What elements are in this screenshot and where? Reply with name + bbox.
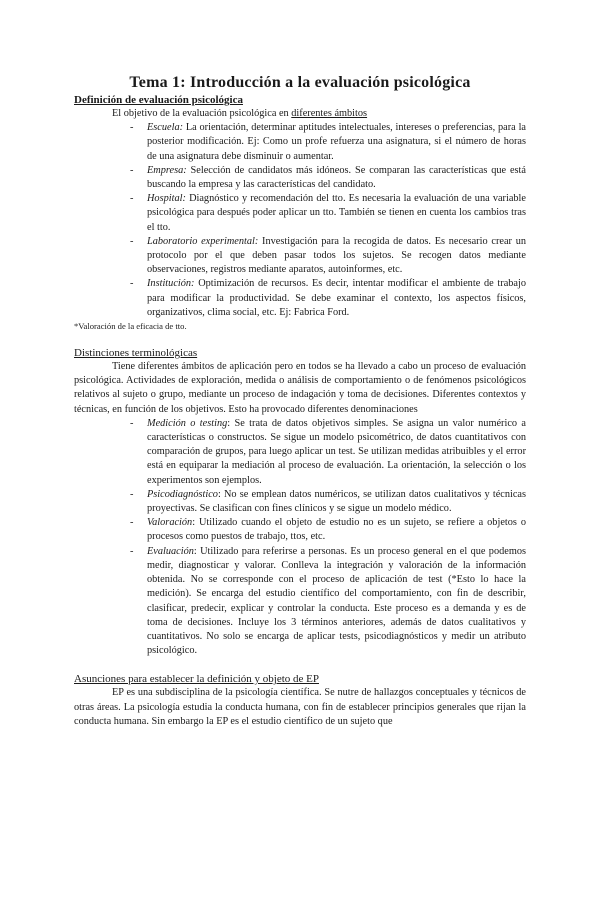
list-item-term: Medición o testing: [147, 417, 228, 429]
list-item-text: Diagnóstico y recomendación del tto. Es necesaria la evaluación de una variable psicológica para después poder aplicar un tto. También se tienen en cuenta los cambios tras el tto.: [147, 193, 526, 233]
document-title: Tema 1: Introducción a la evaluación psicológica: [129, 74, 471, 91]
list-item: [147, 516, 526, 544]
terminos-list: [74, 417, 526, 658]
section2-paragraph: Tiene diferentes ámbitos de aplicación pero en todos se ha llevado a cabo un proceso de evaluación psicológica. Actividades de exploración, medida o análisis de comportamiento o de fenómenos psicológicos relativos al sujeto o grupo, mediante un proceso de indagación y toma de decisiones. Diferentes contextos y técnicas, en función de los objetivos. Esto ha provocado diferentes denominaciones: [74, 361, 526, 415]
list-item-text: : Se trata de datos objetivos simples. Se asigna un valor numérico a características o constructos. Se sigue un modelo psicométrico, de datos cuantitativos con comparación de grupos, para luego aplicar un test. Se utilizan medidas atribuibles y el error está en equiparar la mediación al proceso de evaluación. La orientación, la selección o los experimentos son ejemplos.: [147, 417, 526, 486]
ambitos-list: [74, 121, 526, 320]
list-item-text: : No se emplean datos numéricos, se utilizan datos cualitativos y técnicas proyectivas. Se clasifican con fines clínicos y se sigue un modelo médico.: [147, 488, 526, 515]
list-item-term: Evaluación: [147, 545, 194, 557]
list-item-term: Hospital:: [147, 193, 186, 205]
list-item-term: Valoración: [147, 517, 193, 529]
list-item-term: Escuela:: [147, 122, 184, 134]
list-item-text: La orientación, determinar aptitudes intelectuales, intereses o preferencias, para la posterior modificación. Ej: Como un profe refuerza una asignatura, si el número de horas de una asignatura debe disminuir o aumentar.: [147, 122, 526, 162]
section-heading-asunciones: Asunciones para establecer la definición y objeto de EP: [74, 673, 319, 686]
list-item-text: Optimización de recursos. Es decir, intentar modificar el ambiente de trabajo para modificar la productividad. Se debe examinar el contexto, los aspectos físicos, organizativos, clima social, etc. Ej: Fabrica Ford.: [147, 278, 526, 318]
list-item: [147, 164, 526, 192]
list-item-text: Investigación para la recogida de datos. Es necesario crear un protocolo por el que deben pasar todos los sujetos. Se recogen datos mediante observaciones, registros mediante aparatos, autoinformes, etc.: [147, 235, 527, 276]
list-item: [147, 488, 526, 516]
list-item: [147, 277, 526, 320]
list-item-text: : Utilizado para referirse a personas. Es un proceso general en el que podemos medir, diagnosticar y valorar. Conlleva la integración y valoración de la información obtenida. No se corresponde con el proceso de aplicación de test (*Esto lo hace la medición). Se encarga del estudio científico del comportamiento, con fin de describir, clasificar, predecir, explicar y controlar la conducta. Este proceso es a demanda y es de toma de decisiones. Incluye los 3 términos anteriores, además de datos cualitativos y cuantitativos. No solo se encarga de aplicar tests, psicodiagnósticos y medir un atributo psicológico.: [147, 545, 526, 657]
list-item-term: Psicodiagnóstico: [147, 488, 218, 500]
intro-text: El objetivo de la evaluación psicológica en: [112, 108, 292, 119]
list-item-term: Empresa:: [147, 164, 187, 176]
footnote: *Valoración de la eficacia de tto.: [74, 321, 187, 332]
list-item-term: Laboratorio experimental:: [147, 235, 259, 247]
section3-paragraph: EP es una subdisciplina de la psicología científica. Se nutre de hallazgos conceptuales y técnicos de otras áreas. La psicología estudia la conducta humana, con fin de establecer principios generales que rijan la conducta humana. Sin embargo la EP es el estudio científico de un sujeto que: [74, 687, 526, 727]
list-item-text: : Utilizado cuando el objeto de estudio no es un sujeto, se refiere a objetos o procesos como puestos de trabajo, ttos, etc.: [147, 517, 526, 543]
document-page: [0, 73, 600, 921]
section-heading-definicion: Definición de evaluación psicológica: [74, 94, 243, 106]
list-item: [147, 121, 526, 164]
section1-intro: [74, 107, 526, 121]
list-item: [147, 192, 526, 235]
list-item-term: Institución:: [147, 278, 195, 290]
intro-underlined-text: diferentes ámbitos: [291, 108, 368, 119]
list-item: [147, 235, 526, 278]
list-item: [147, 545, 526, 659]
list-item: [147, 417, 526, 488]
list-item-text: Selección de candidatos más idóneos. Se comparan las características que está buscando la empresa y las características del candidato.: [147, 164, 526, 191]
section-heading-distinciones: Distinciones terminológicas: [74, 347, 198, 360]
